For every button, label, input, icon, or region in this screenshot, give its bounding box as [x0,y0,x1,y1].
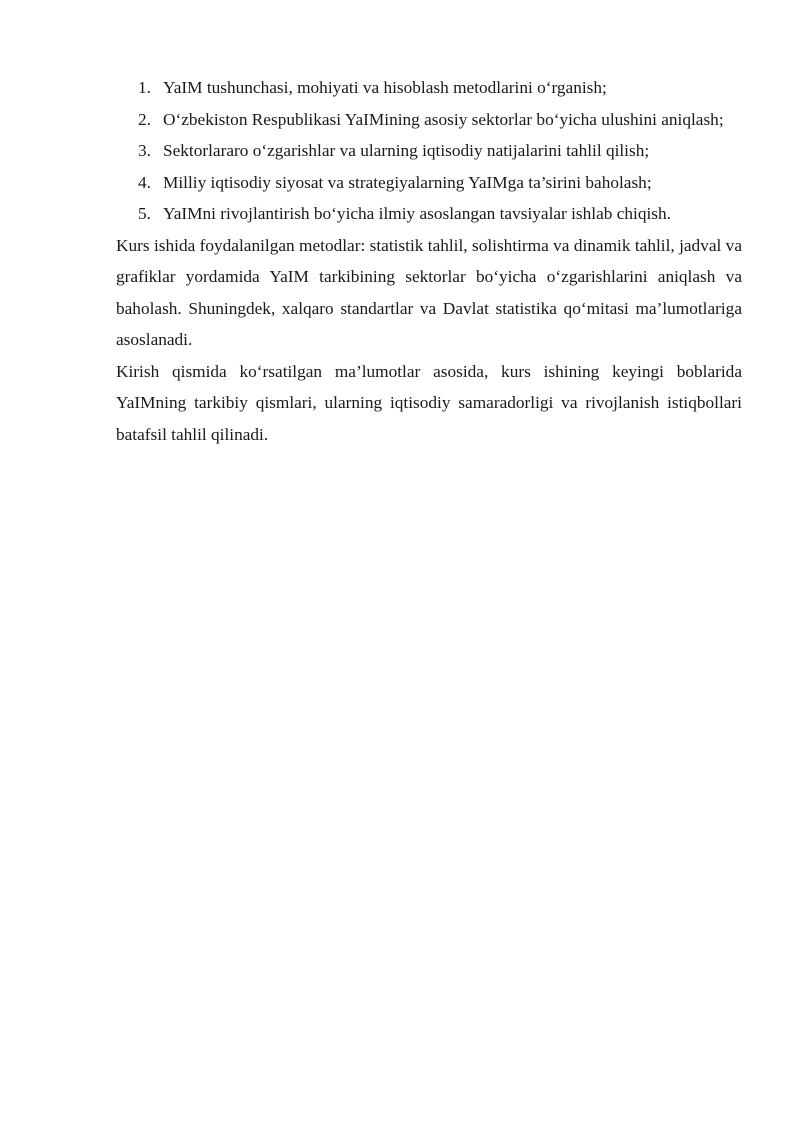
list-item [138,72,742,104]
list-item-number: 3. [138,141,151,160]
list-item-text: YaIMni rivojlantirish bo‘yicha ilmiy asoslangan tavsiyalar ishlab chiqish. [163,204,671,223]
list-item-number: 4. [138,172,151,192]
list-item [138,104,742,136]
list-item-text: O‘zbekiston Respublikasi YaIMining asosiy sektorlar bo‘yicha ulushini aniqlash; [163,109,724,129]
list-item-number: 5. [138,204,151,223]
list-item [138,135,742,167]
list-item-text: YaIM tushunchasi, mohiyati va hisoblash metodlarini o‘rganish; [163,78,607,97]
list-item-text: Milliy iqtisodiy siyosat va strategiyalarning YaIMga ta’sirini baholash; [163,172,652,192]
list-item-number: 1. [138,78,151,97]
list-item [138,167,742,199]
document-body [116,72,742,450]
paragraph-conclusion: Kirish qismida ko‘rsatilgan ma’lumotlar asosida, kurs ishining keyingi boblarida YaIMning tarkibiy qismlari, ularning iqtisodiy samaradorligi va rivojlanish istiqbollari batafsil tahlil qilinadi. [116,361,742,444]
list-item-number: 2. [138,109,151,129]
numbered-list [116,72,742,230]
paragraph-methods: Kurs ishida foydalanilgan metodlar: statistik tahlil, solishtirma va dinamik tahlil, jadval va grafiklar yordamida YaIM tarkibining sektorlar bo‘yicha o‘zgarishlarini aniqlash va baholash. Shuningdek, xalqaro standartlar va Davlat statistika qo‘mitasi ma’lumotlariga asoslanadi. [116,235,742,349]
list-item [138,198,742,230]
list-item-text: Sektorlararo o‘zgarishlar va ularning iqtisodiy natijalarini tahlil qilish; [163,141,650,160]
